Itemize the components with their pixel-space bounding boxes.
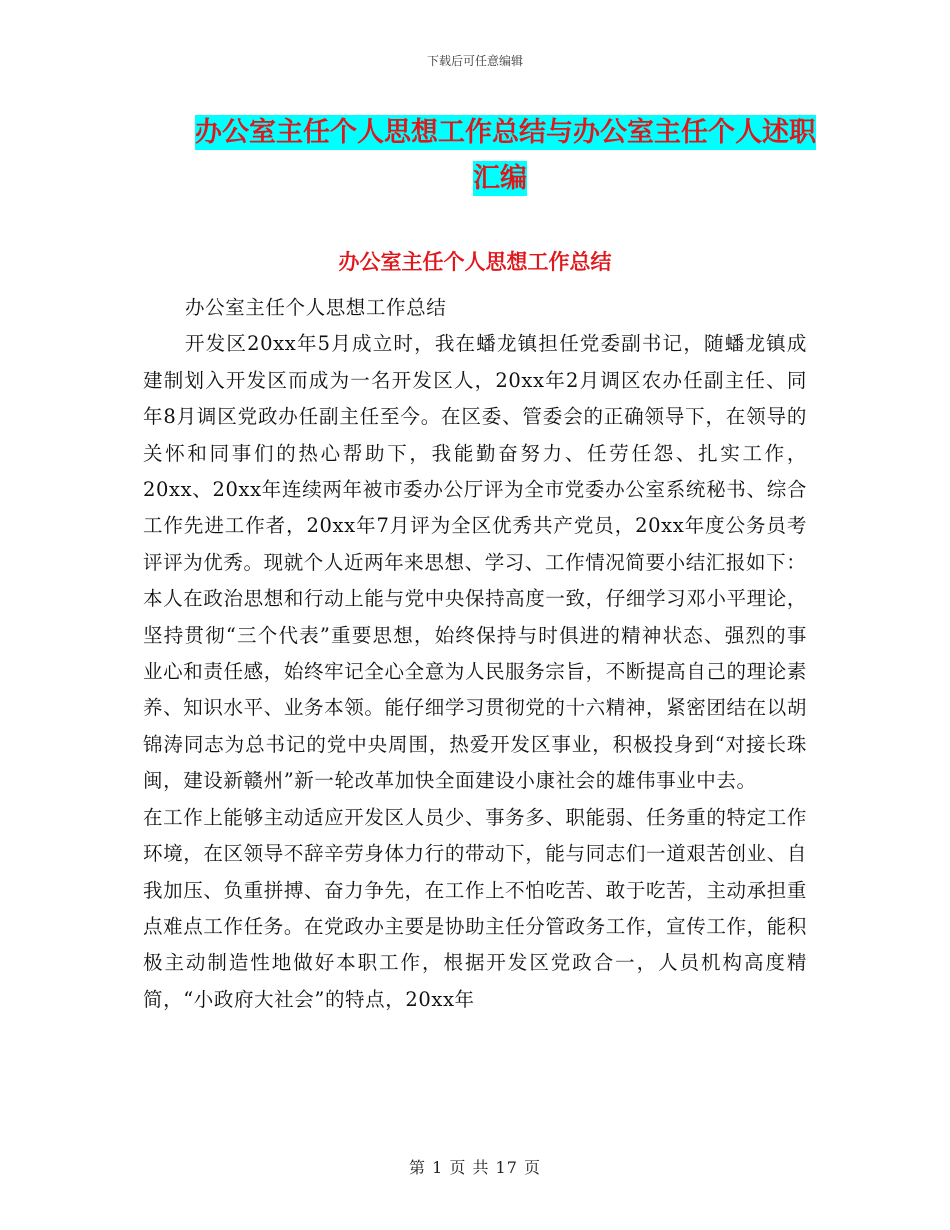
page-number: 第 1 页 共 17 页	[409, 1158, 541, 1177]
document-title	[195, 110, 816, 202]
title-line-2: 汇编	[473, 163, 527, 194]
paragraph-political: 本人在政治思想和行动上能与党中央保持高度一致，仔细学习邓小平理论，坚持贯彻“三个代表”重要思想，始终保持与时俱进的精神状态、强烈的事业心和责任感，始终牢记全心全意为人民服务宗旨，不断提高自己的理论素养、知识水平、业务本领。能仔细学习贯彻党的十六精神，紧密团结在以胡锦涛同志为总书记的党中央周围，热爱开发区事业，积极投身到“对接长珠闽，建设新赣州”新一轮改革加快全面建设小康社会的雄伟事业中去。	[143, 587, 807, 793]
section-title: 办公室主任个人思想工作总结	[338, 250, 612, 274]
paragraph-work: 在工作上能够主动适应开发区人员少、事务多、职能弱、任务重的特定工作环境，在区领导不辞辛劳身体力行的带动下，能与同志们一道艰苦创业、自我加压、负重拼搏、奋力争先，在工作上不怕吃苦、敢于吃苦，主动承担重点难点工作任务。在党政办主要是协助主任分管政务工作，宣传工作，能积极主动制造性地做好本职工作，根据开发区党政合一，人员机构高度精简，“小政府大社会”的特点，20xx年	[143, 805, 807, 1011]
title-line-1: 办公室主任个人思想工作总结与办公室主任个人述职	[195, 117, 816, 148]
paragraph-intro: 开发区20xx年5月成立时，我在蟠龙镇担任党委副书记，随蟠龙镇成建制划入开发区而成为一名开发区人，20xx年2月调区农办任副主任、同年8月调区党政办任副主任至今。在区委、管委会的正确领导下，在领导的关怀和同事们的热心帮助下，我能勤奋努力、任劳任怨、扎实工作，20xx、20xx年连续两年被市委办公厅评为全市党委办公室系统秘书、综合工作先进工作者，20xx年7月评为全区优秀共产党员，20xx年度公务员考评评为优秀。现就个人近两年来思想、学习、工作情况简要小结汇报如下：	[143, 332, 807, 574]
paragraph-subtitle: 办公室主任个人思想工作总结	[185, 296, 447, 319]
body-text	[143, 290, 807, 1018]
header-note: 下载后可任意编辑	[426, 54, 523, 68]
